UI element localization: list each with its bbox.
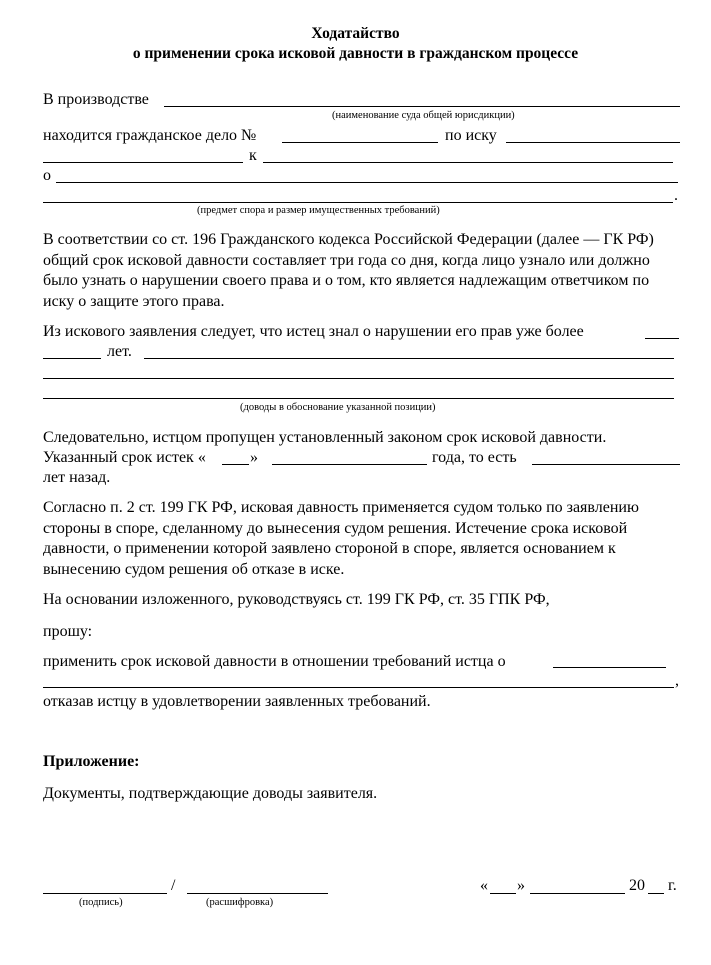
arguments-field-line2[interactable] (43, 378, 674, 379)
plaintiff-field[interactable] (506, 142, 680, 143)
years-field-part2[interactable] (43, 358, 101, 359)
arguments-field-line1[interactable] (144, 358, 674, 359)
case-pending-label: находится гражданское дело № (43, 127, 257, 144)
decode-caption: (расшифровка) (206, 897, 274, 908)
paragraph-article-199: Согласно п. 2 ст. 199 ГК РФ, исковая давность применяется судом только по заявлению стороны в споре, сделанному до вынесения судом решения. Истечение срока исковой давности, о применении которой заявлено стороной в споре, является основанием к вынесению судом решения об отказе в иске. (43, 499, 639, 578)
date-year-prefix: 20 (629, 877, 645, 894)
refuse-claim-text: отказав истцу в удовлетворении заявленных требований. (43, 693, 431, 710)
apply-limitation-text: применить срок исковой давности в отношении требований истца о (43, 653, 506, 670)
expiry-quote-close: » (250, 449, 258, 466)
years-ago-label: лет назад. (43, 469, 111, 486)
deadline-missed-text: Следовательно, истцом пропущен установленный законом срок исковой давности. (43, 429, 607, 446)
document-title-line1: Ходатайство (311, 25, 400, 42)
document-title-line2: о применении срока исковой давности в гражданском процессе (132, 45, 579, 62)
arguments-field-line3[interactable] (43, 398, 674, 399)
subject-field[interactable] (56, 182, 678, 183)
date-day-field[interactable] (490, 893, 516, 894)
appendix-heading: Приложение: (43, 753, 140, 770)
grounds-text: На основании изложенного, руководствуясь ст. 199 ГК РФ, ст. 35 ГПК РФ, (43, 591, 550, 608)
expiry-month-field[interactable] (272, 464, 427, 465)
by-claim-label: по иску (445, 127, 497, 144)
knew-violation-text: Из искового заявления следует, что истец знал о нарушении его прав уже более (43, 323, 584, 340)
expiry-day-field[interactable] (222, 464, 249, 465)
request-heading: прошу: (43, 623, 93, 640)
case-number-field[interactable] (282, 142, 438, 143)
defendant-field[interactable] (263, 162, 673, 163)
arguments-caption: (доводы в обоснование указанной позиции) (240, 402, 436, 413)
court-caption: (наименование суда общей юрисдикции) (332, 110, 515, 121)
date-quote-close: » (517, 877, 525, 894)
plaintiff-field-continued[interactable] (43, 162, 243, 163)
signature-caption: (подпись) (79, 897, 123, 908)
to-label: к (249, 147, 257, 164)
subject-end-dot: . (674, 187, 678, 204)
expired-label: Указанный срок истек « (43, 449, 206, 466)
signature-slash: / (171, 877, 176, 894)
date-quote-open: « (480, 877, 488, 894)
signature-decode-field[interactable] (187, 893, 328, 894)
years-ago-field[interactable] (532, 464, 680, 465)
claims-comma: , (675, 672, 679, 689)
years-field-part1[interactable] (645, 338, 679, 339)
date-month-field[interactable] (530, 893, 625, 894)
court-name-field[interactable] (164, 106, 680, 107)
in-proceedings-label: В производстве (43, 91, 149, 108)
date-year-field[interactable] (648, 893, 664, 894)
paragraph-article-196: В соответствии со ст. 196 Гражданского кодекса Российской Федерации (далее — ГК РФ) общий срок исковой давности составляет три года со дня, когда лицо узнало или должно было узнать о нарушении своего права и о том, кто является надлежащим ответчиком по иску о защите этого права. (43, 231, 654, 310)
subject-caption: (предмет спора и размер имущественных требований) (197, 205, 440, 216)
year-that-is-label: года, то есть (432, 449, 517, 466)
about-label: о (43, 167, 51, 184)
date-year-suffix: г. (668, 877, 677, 894)
subject-field-continued[interactable] (43, 202, 673, 203)
years-label: лет. (107, 343, 132, 360)
claims-subject-field-continued[interactable] (43, 687, 674, 688)
appendix-text: Документы, подтверждающие доводы заявителя. (43, 785, 378, 802)
claims-subject-field[interactable] (553, 667, 666, 668)
signature-field[interactable] (43, 893, 167, 894)
